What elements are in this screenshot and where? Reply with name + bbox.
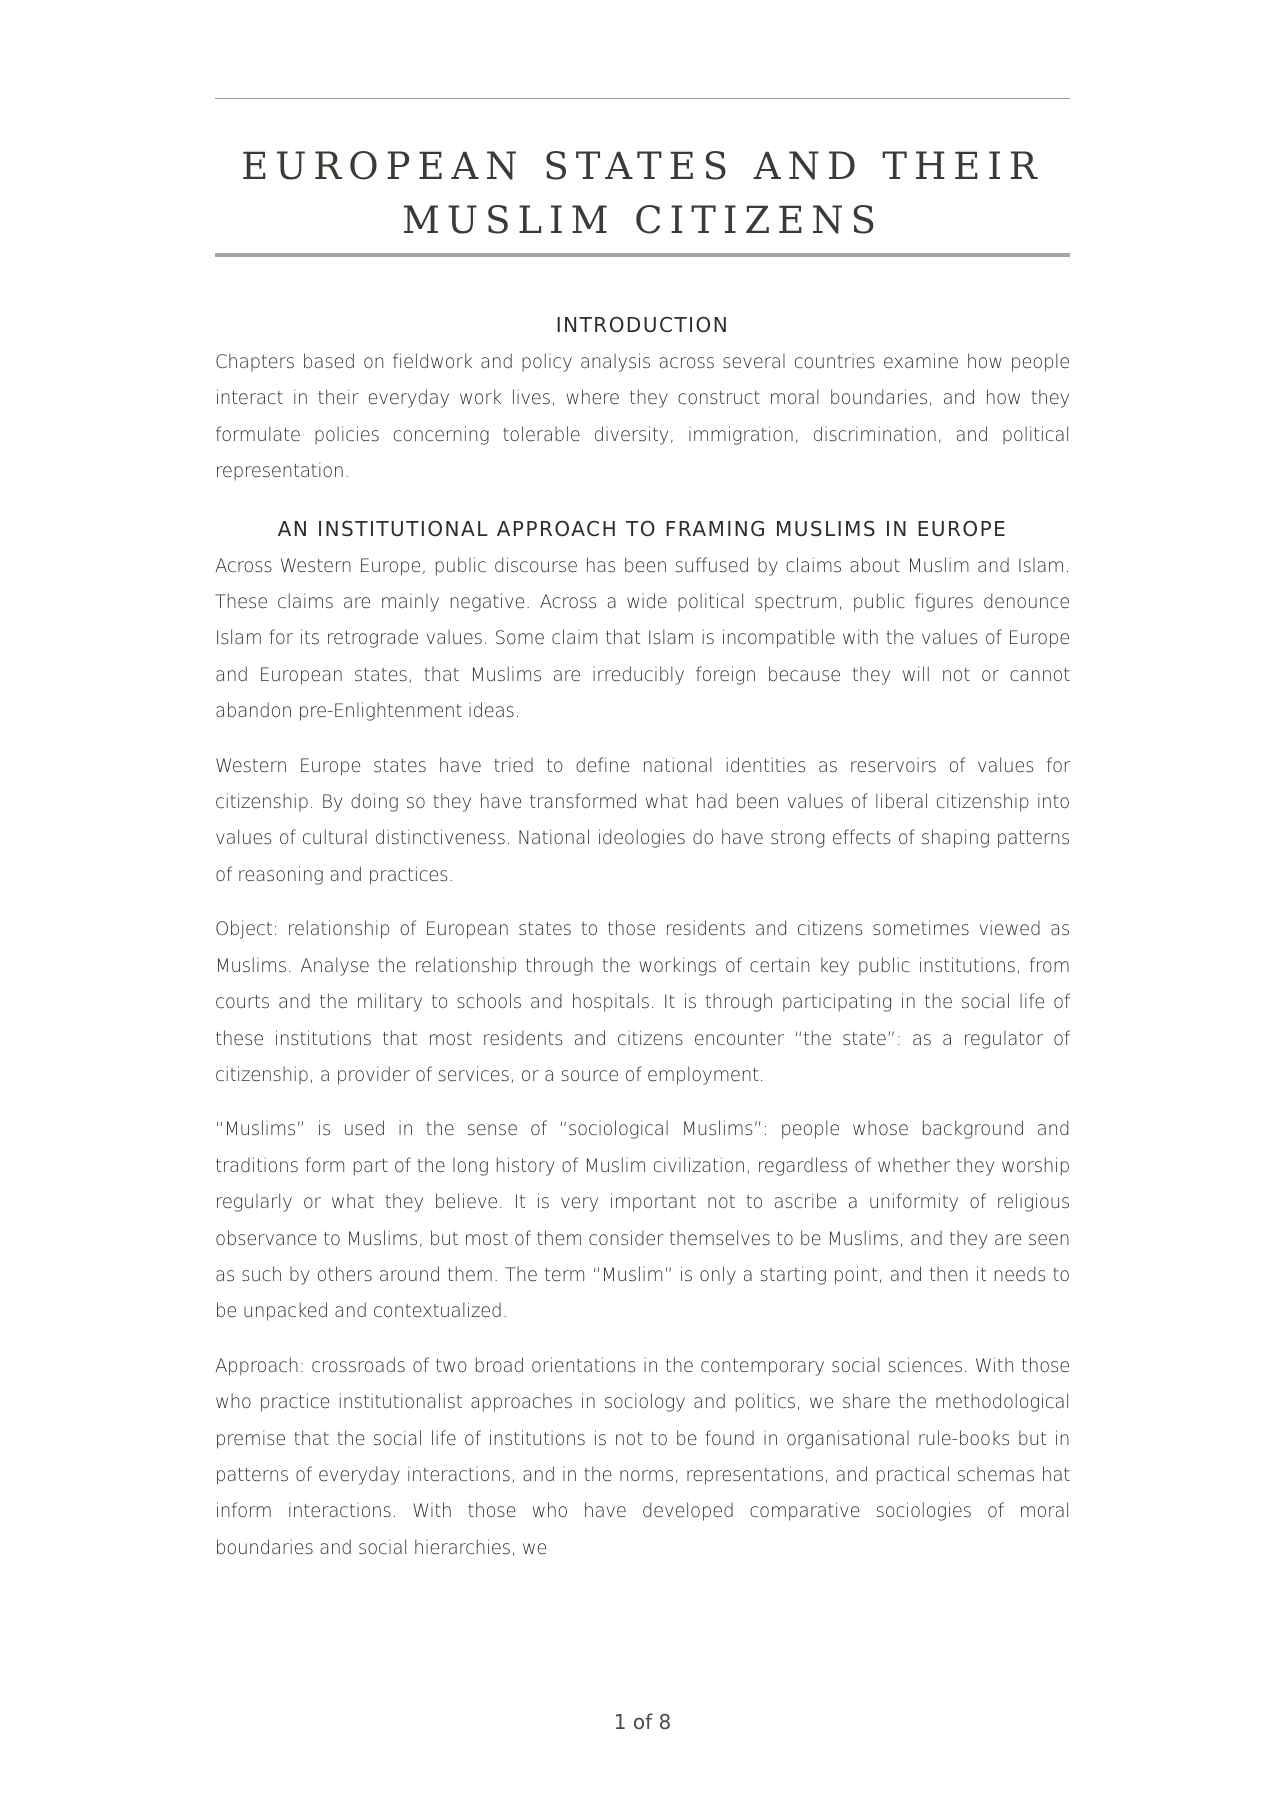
body-paragraph: Western Europe states have tried to define national identities as reservoirs of values for citizenship. By doing so they have transformed what had been values of liberal citizenship into values of cultural distinctiveness. National ideologies do have strong effects of shaping patterns of reasoning and practices.	[215, 755, 1070, 886]
page-number: 1 of 8	[613, 1710, 672, 1734]
top-divider	[215, 98, 1070, 99]
intro-heading: INTRODUCTION	[555, 313, 730, 337]
body-paragraph: Across Western Europe, public discourse has been suffused by claims about Muslim and Islam. These claims are mainly negative. Across a wide political spectrum, public figures denounce Islam for its retrograde values. Some claim that Islam is incompatible with the values of Europe and European states, that Muslims are irreducibly foreign because they will not or cannot abandon pre-Enlightenment ideas.	[215, 555, 1070, 723]
document-body	[215, 305, 1070, 1585]
body-paragraph: “Muslims” is used in the sense of “sociological Muslims”: people whose background and traditions form part of the long history of Muslim civilization, regardless of whether they worship regularly or what they believe. It is very important not to ascribe a uniformity of religious observance to Muslims, but most of them consider themselves to be Muslims, and they are seen as such by others around them. The term “Muslim” is only a starting point, and then it needs to be unpacked and contextualized.	[215, 1119, 1070, 1323]
title-line-2: MUSLIM CITIZENS	[402, 199, 883, 242]
title-underline	[215, 253, 1070, 257]
intro-paragraph: Chapters based on fieldwork and policy analysis across several countries examine how people interact in their everyday work lives, where they construct moral boundaries, and how they formulate policies concerning tolerable diversity, immigration, discrimination, and political representation.	[215, 352, 1070, 483]
document-page	[215, 0, 1070, 1811]
section-heading: AN INSTITUTIONAL APPROACH TO FRAMING MUSLIMS IN EUROPE	[277, 516, 1008, 541]
body-paragraph: Approach: crossroads of two broad orientations in the contemporary social sciences. With those who practice institutionalist approaches in sociology and politics, we share the methodological premise that the social life of institutions is not to be found in organisational rule-books but in patterns of everyday interactions, and in the norms, representations, and practical schemas hat inform interactions. With those who have developed comparative sociologies of moral boundaries and social hierarchies, we	[215, 1355, 1070, 1559]
document-title	[215, 140, 1070, 248]
body-paragraph: Object: relationship of European states to those residents and citizens sometimes viewed as Muslims. Analyse the relationship through the workings of certain key public institutions, from courts and the military to schools and hospitals. It is through participating in the social life of these institutions that most residents and citizens encounter “the state”: as a regulator of citizenship, a provider of services, or a source of employment.	[215, 919, 1070, 1086]
title-line-1: EUROPEAN STATES AND THEIR	[241, 145, 1044, 188]
